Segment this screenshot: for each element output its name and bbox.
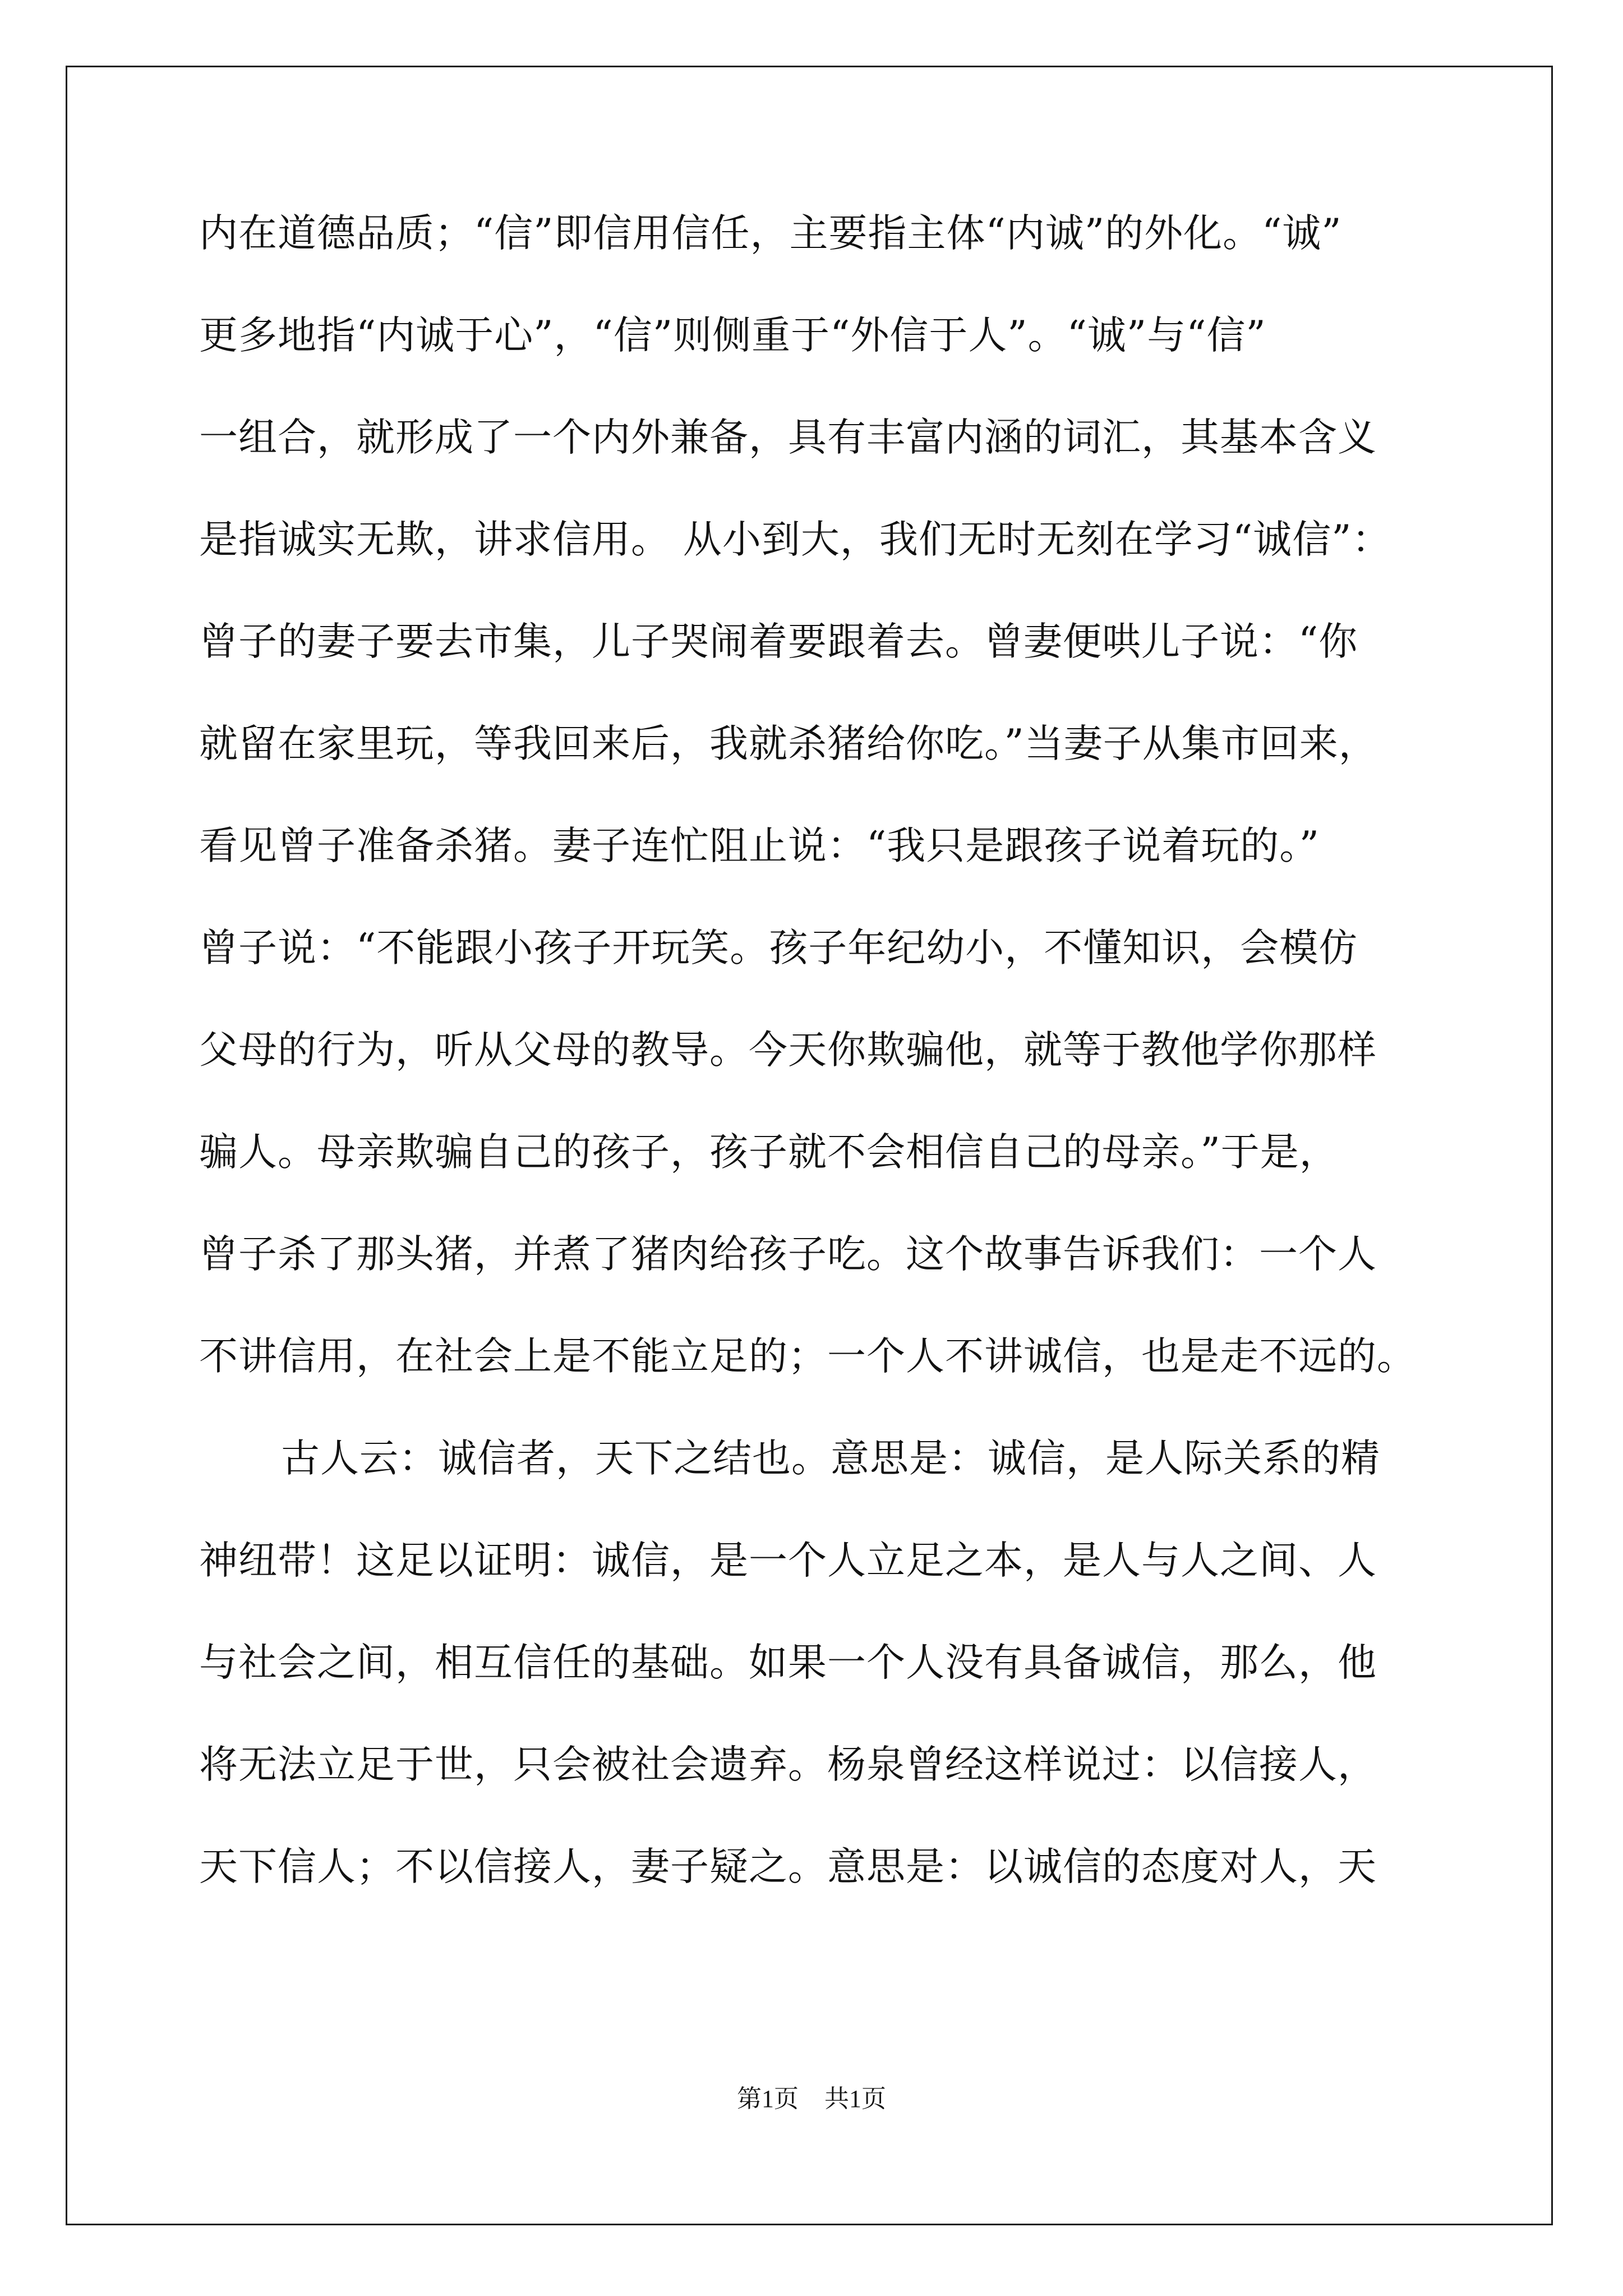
text-line: 曾子的妻子要去市集，儿子哭闹着要跟着去。曾妻便哄儿子说：“你 [199,619,1358,664]
text-line: 看见曾子准备杀猪。妻子连忙阻止说：“我只是跟孩子说着玩的。” [199,823,1320,868]
page-number: 第1页 [737,2085,799,2113]
text-line: 曾子说：“不能跟小孩子开玩笑。孩子年纪幼小，不懂知识，会模仿 [199,926,1358,970]
text-line: 内在道德品质；“信”即信用信任，主要指主体“内诚”的外化。“诚” [199,211,1342,256]
text-line: 天下信人；不以信接人，妻子疑之。意思是：以诚信的态度对人，天 [199,1844,1377,1889]
document-body [199,182,1450,1918]
page-total: 共1页 [824,2085,886,2113]
text-line: 将无法立足于世，只会被社会遗弃。杨泉曾经这样说过：以信接人， [199,1742,1377,1787]
text-line: 与社会之间，相互信任的基础。如果一个人没有具备诚信，那么，他 [199,1640,1377,1685]
paragraph-start-line: 古人云：诚信者，天下之结也。意思是：诚信，是人际关系的精 [281,1436,1380,1481]
text-line: 是指诚实无欺，讲求信用。 从小到大，我们无时无刻在学习“诚信”： [199,517,1391,562]
page-footer [0,2082,1623,2116]
text-line: 一组合，就形成了一个内外兼备，具有丰富内涵的词汇，其基本含义 [199,415,1377,460]
text-line: 父母的行为，听从父母的教导。今天你欺骗他，就等于教他学你那样 [199,1028,1377,1073]
text-line: 就留在家里玩，等我回来后，我就杀猪给你吃。”当妻子从集市回来， [199,721,1378,766]
text-line: 不讲信用，在社会上是不能立足的；一个人不讲诚信，也是走不远的。 [199,1334,1416,1379]
text-line: 曾子杀了那头猪，并煮了猪肉给孩子吃。这个故事告诉我们：一个人 [199,1232,1377,1277]
text-line: 骗人。母亲欺骗自己的孩子，孩子就不会相信自己的母亲。”于是， [199,1130,1339,1175]
text-line: 神纽带！这足以证明：诚信，是一个人立足之本，是人与人之间、人 [199,1538,1377,1583]
text-line: 更多地指“内诚于心”，“信”则侧重于“外信于人”。“诚”与“信” [199,313,1266,358]
